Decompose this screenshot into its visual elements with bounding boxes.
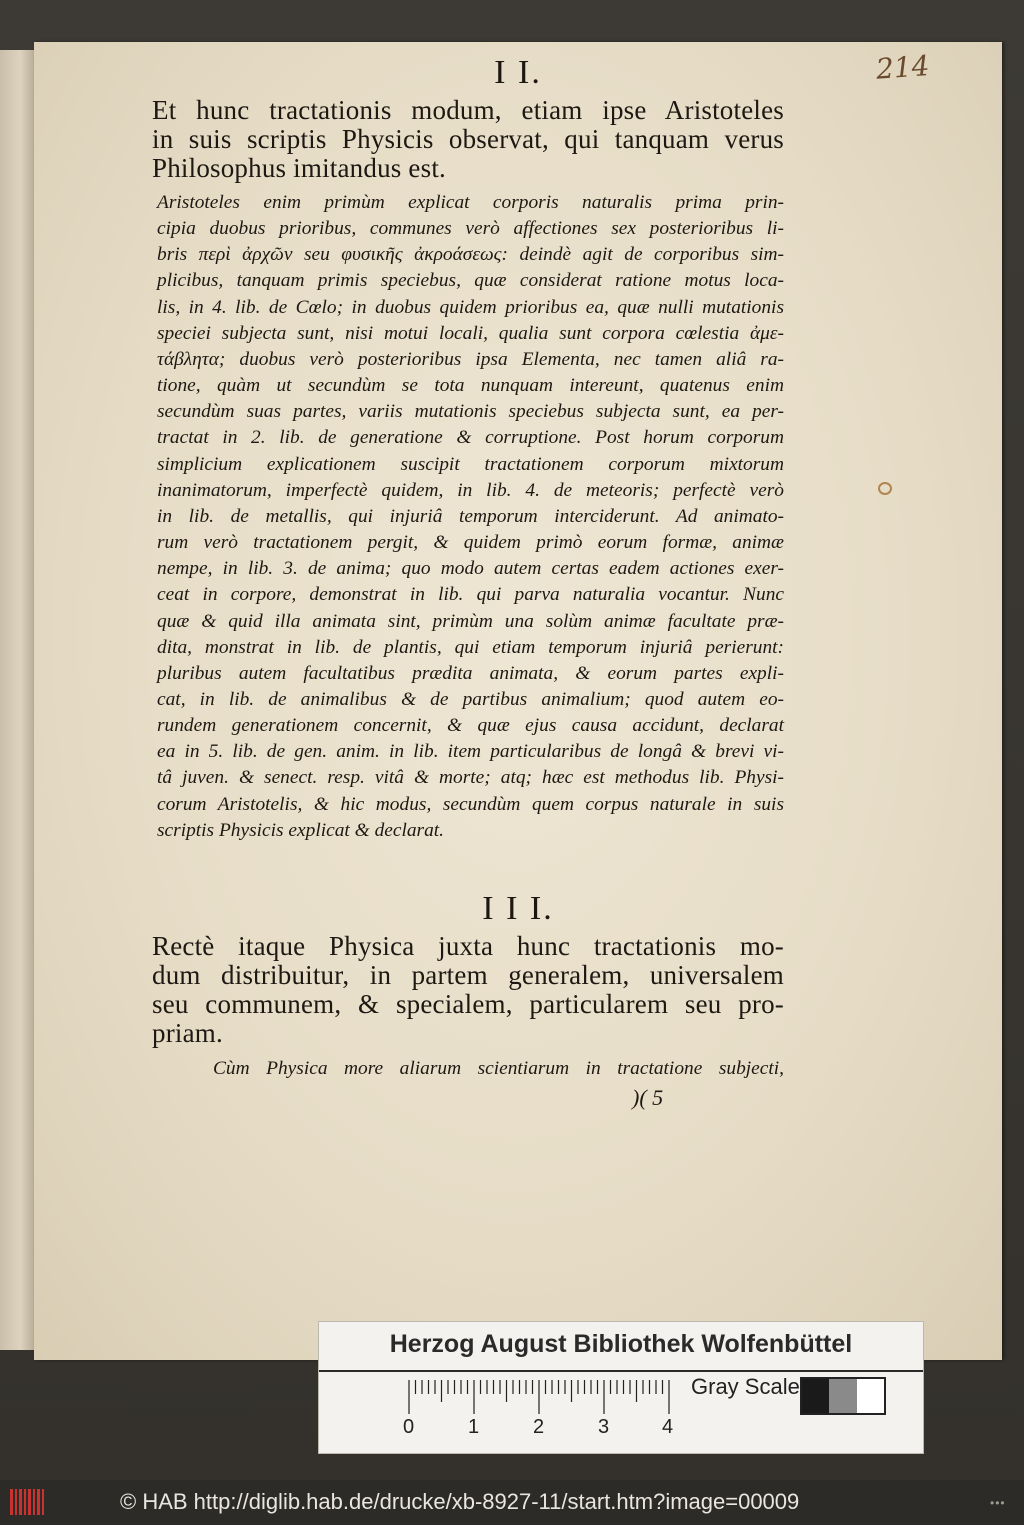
section-heading-2: I I. [494,54,542,91]
facing-page-edge [0,50,36,1350]
gray-scale-label: Gray Scale [691,1374,800,1399]
text-line: priam. [152,1018,223,1048]
text-line: ea in 5. lib. de gen. anim. in lib. item particularibus de longâ & brevi vi- [157,741,784,763]
ruler-label: 1 [468,1416,480,1438]
text-line: corum Aristotelis, & hic modus, secundùm quem corpus naturale in suis [157,793,784,815]
gray-swatch-dark [802,1379,829,1413]
text-line: quæ & quid illa animata sint, primùm una solùm animæ facultate præ- [157,610,784,632]
ruler-label: 4 [662,1416,674,1438]
text-line: inanimatorum, imperfectè quidem, in lib. 4. de meteoris; perfectè verò [157,479,784,501]
ruler-label: 2 [533,1416,545,1438]
copyright-link[interactable]: © HAB http://diglib.hab.de/drucke/xb-8927-11/start.htm?image=00009 [120,1489,800,1514]
text-line: in suis scriptis Physicis observat, qui tanquam verus [152,124,784,154]
text-line: pluribus autem facultatibus prædita animata, & eorum partes expli- [157,662,784,684]
text-line: tione, quàm ut secundùm se tota nunquam intereunt, quatenus enim [157,375,784,397]
text-line: rum verò tractationem pergit, & quidem primò eorum formæ, animæ [157,532,784,554]
text-line: in lib. de metallis, qui injuriâ temporum interciderunt. Ad animato- [157,505,784,527]
card-divider [319,1370,923,1372]
text-line: dum distribuitur, in partem generalem, universalem [152,960,784,990]
section-3-commentary-start: Cùm Physica more aliarum scientiarum in tractatione subjecti, [213,1058,784,1079]
signature-catchword: )( 5 [632,1085,664,1110]
ruler-scale [407,1380,673,1416]
text-line: seu communem, & specialem, particularem seu pro- [152,989,784,1019]
text-line: Rectè itaque Physica juxta hunc tractationis mo- [152,931,784,961]
text-line: ceat in corpore, demonstrat in lib. qui parva naturalia vocantur. Nunc [157,584,784,606]
more-options-icon[interactable]: ••• [990,1496,1006,1510]
section-2-paragraph [152,96,784,183]
viewer-footer [0,1480,1024,1525]
gray-scale-swatches [800,1377,886,1415]
text-line: Philosophus imitandus est. [152,153,446,183]
text-line: speciei subjecta sunt, nisi motui locali, qualia sunt corpora cœlestia ἀμε- [157,322,784,344]
ruler-label: 3 [598,1416,610,1438]
section-3-paragraph [152,932,784,1048]
text-line: bris περὶ ἀρχῶν seu φυσικῆς ἀκροάσεως: deindè agit de corporibus sim- [157,244,784,266]
text-line: dita, monstrat in lib. de plantis, qui etiam temporum injuriâ perierunt: [157,636,784,658]
gray-swatch-light [857,1379,884,1413]
gray-swatch-mid [829,1379,856,1413]
text-line: rundem generationem concernit, & quæ ejus causa accidunt, declarat [157,715,784,737]
library-name: Herzog August Bibliothek Wolfenbüttel [389,1330,853,1358]
section-2-commentary [157,190,784,844]
section-heading-3: I I I. [482,890,554,927]
text-line: plicibus, tanquam primis speciebus, quæ considerat ratione motus loca- [157,270,784,292]
text-line: τάβλητα; duobus verò posterioribus ipsa Elementa, nec tamen aliâ ra- [157,348,784,370]
text-line: secundùm suas partes, variis mutationis speciebus subjecta sunt, ea per- [157,401,784,423]
text-line: cat, in lib. de animalibus & de partibus animalium; quod autem eo- [157,688,784,710]
text-line: Aristoteles enim primùm explicat corporis naturalis prima prin- [157,192,784,213]
text-line: nempe, in lib. 3. de anima; quo modo autem certas eadem actiones exer- [157,558,784,580]
folio-number: 214 [874,49,931,86]
color-calibration-card [318,1321,924,1454]
paper-stain [878,482,892,495]
text-line: tractat in 2. lib. de generatione & corruptione. Post horum corporum [157,427,784,449]
text-line: simplicium explicationem suscipit tractationem corporum mixtorum [157,453,784,475]
ruler-label: 0 [403,1416,415,1438]
hab-logo-icon [10,1487,44,1517]
text-line: scriptis Physicis explicat & declarat. [157,819,445,841]
text-line: lis, in 4. lib. de Cœlo; in duobus quidem prioribus ea, quæ nulli mutationis [157,296,784,318]
text-line: Et hunc tractationis modum, etiam ipse Aristoteles [152,95,784,125]
text-line: tâ juven. & senect. resp. vitâ & morte; atq; hæc est methodus lib. Physi- [157,767,784,789]
text-line: cipia duobus prioribus, communes verò affectiones sex posterioribus li- [157,218,784,240]
